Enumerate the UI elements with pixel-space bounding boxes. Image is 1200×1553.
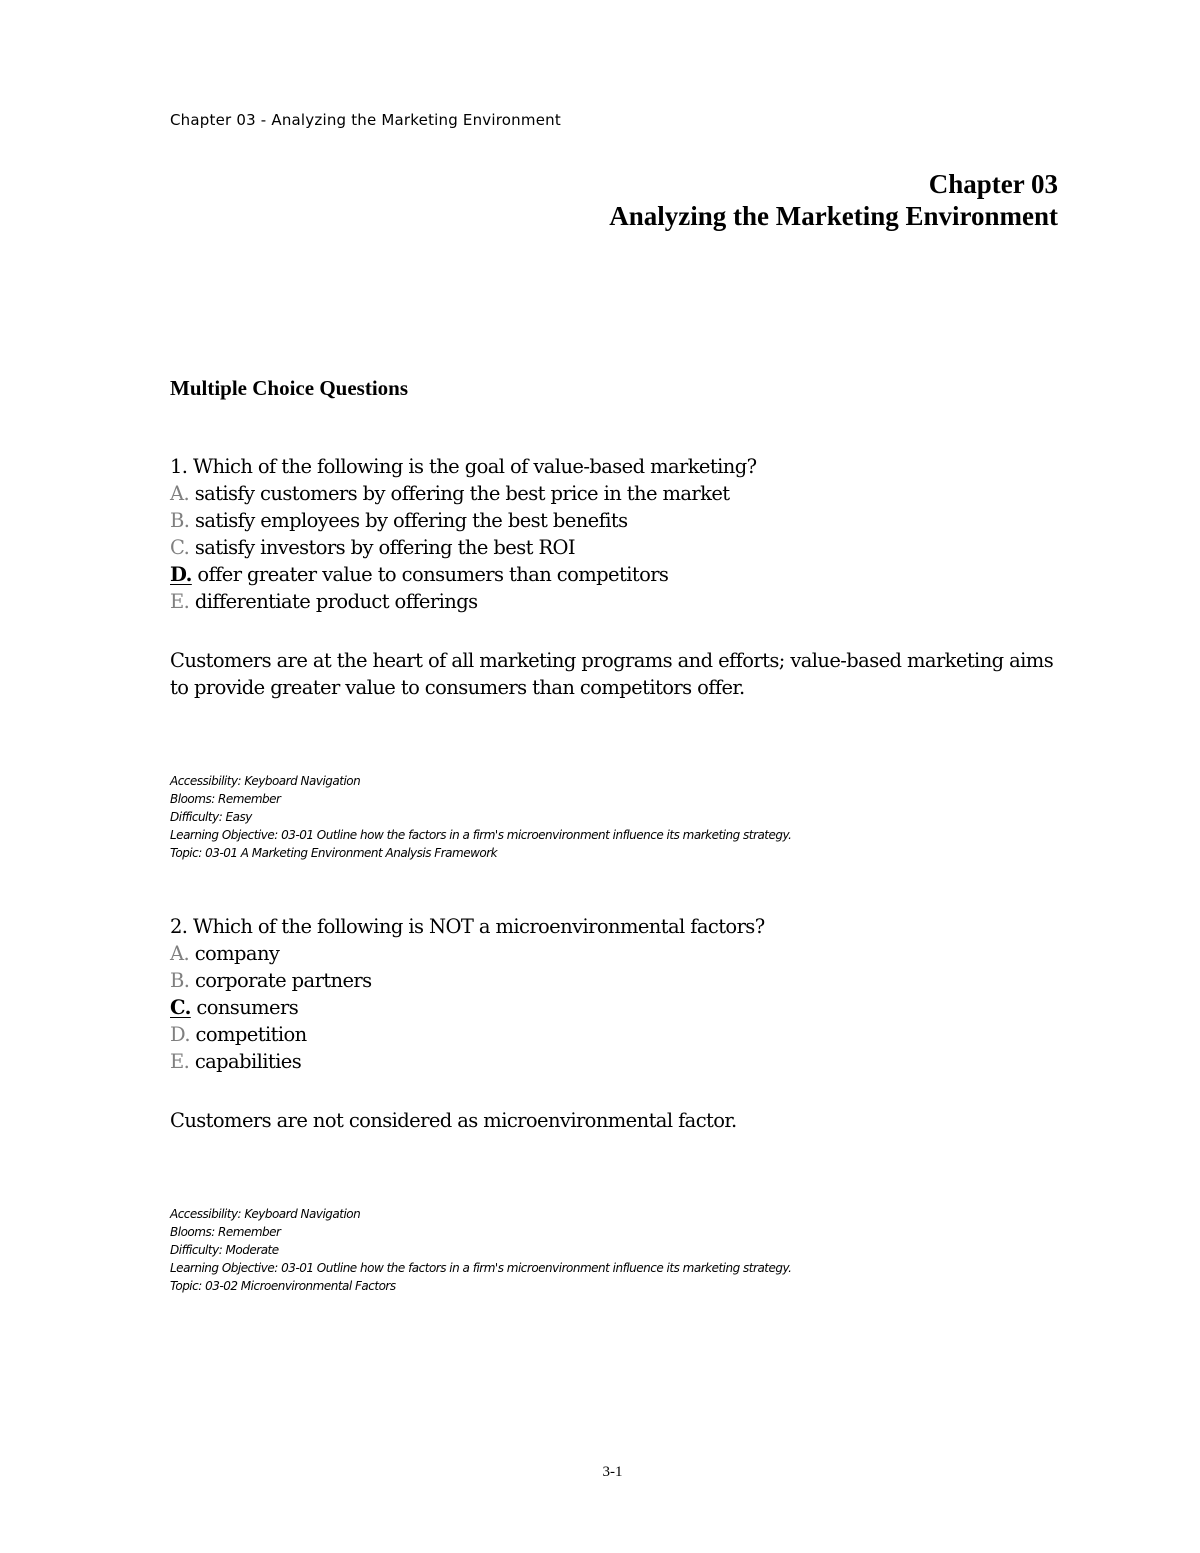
option-text: offer greater value to consumers than competitors <box>191 563 669 586</box>
chapter-title: Analyzing the Marketing Environment <box>609 201 1058 231</box>
option-letter: B. <box>170 969 190 992</box>
meta-learning-objective: Learning Objective: 03-01 Outline how the factors in a firm's microenvironment influence its marketing strategy. <box>170 1261 792 1275</box>
question-text: 1. Which of the following is the goal of value-based marketing? <box>170 455 757 478</box>
page-number: 3-1 <box>602 1464 623 1480</box>
option-d-correct <box>170 561 1070 588</box>
option-text: differentiate product offerings <box>189 590 478 613</box>
option-letter: E. <box>170 1050 190 1073</box>
option-text: satisfy investors by offering the best ROI <box>189 536 576 559</box>
option-text: company <box>189 942 280 965</box>
option-e <box>170 1048 1070 1075</box>
meta-accessibility: Accessibility: Keyboard Navigation <box>170 774 361 788</box>
meta-blooms: Blooms: Remember <box>170 1225 281 1239</box>
question-text: 2. Which of the following is NOT a microenvironmental factors? <box>170 915 765 938</box>
option-a <box>170 940 1070 967</box>
option-b <box>170 507 1070 534</box>
option-text: satisfy customers by offering the best price in the market <box>189 482 730 505</box>
meta-blooms: Blooms: Remember <box>170 792 281 806</box>
option-text: competition <box>189 1023 307 1046</box>
option-letter: C. <box>170 536 190 559</box>
option-letter: B. <box>170 509 190 532</box>
option-letter: A. <box>170 942 190 965</box>
question-metadata <box>170 772 1070 862</box>
option-letter: D. <box>170 1023 190 1046</box>
meta-topic: Topic: 03-02 Microenvironmental Factors <box>170 1279 396 1293</box>
question-2 <box>170 913 1070 1295</box>
meta-learning-objective: Learning Objective: 03-01 Outline how the factors in a firm's microenvironment influence its marketing strategy. <box>170 828 792 842</box>
option-b <box>170 967 1070 994</box>
section-heading: Multiple Choice Questions <box>170 376 409 400</box>
correct-option-letter: D. <box>170 563 192 586</box>
correct-option-letter: C. <box>170 996 191 1019</box>
option-text: capabilities <box>189 1050 302 1073</box>
option-text: consumers <box>190 996 299 1019</box>
option-a <box>170 480 1070 507</box>
chapter-number: Chapter 03 <box>928 169 1058 199</box>
option-c-correct <box>170 994 1070 1021</box>
explanation: Customers are at the heart of all marketing programs and efforts; value-based marketing aims to provide greater value to consumers than competitors offer. <box>170 649 1054 699</box>
question-metadata <box>170 1205 1070 1295</box>
chapter-title-block <box>609 168 1058 232</box>
meta-difficulty: Difficulty: Easy <box>170 810 252 824</box>
option-text: corporate partners <box>189 969 372 992</box>
running-header: Chapter 03 - Analyzing the Marketing Environment <box>170 111 561 129</box>
option-e <box>170 588 1070 615</box>
option-text: satisfy employees by offering the best benefits <box>189 509 628 532</box>
question-1 <box>170 453 1070 862</box>
explanation: Customers are not considered as microenvironmental factor. <box>170 1109 737 1132</box>
option-letter: A. <box>170 482 190 505</box>
option-d <box>170 1021 1070 1048</box>
option-c <box>170 534 1070 561</box>
meta-topic: Topic: 03-01 A Marketing Environment Analysis Framework <box>170 846 498 860</box>
option-letter: E. <box>170 590 190 613</box>
meta-accessibility: Accessibility: Keyboard Navigation <box>170 1207 361 1221</box>
meta-difficulty: Difficulty: Moderate <box>170 1243 279 1257</box>
